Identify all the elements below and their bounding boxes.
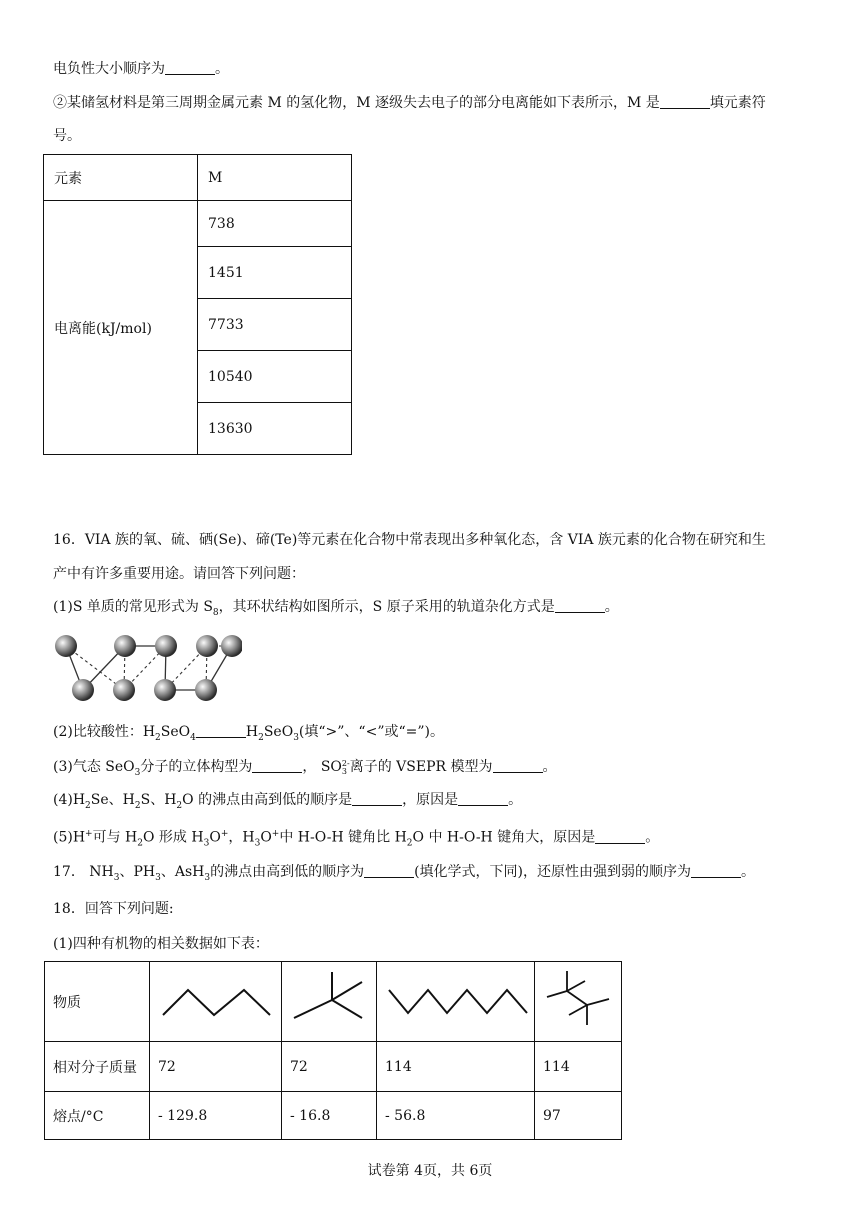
table-cell: 13630 bbox=[198, 403, 352, 455]
answer-blank[interactable] bbox=[196, 723, 246, 738]
answer-blank[interactable] bbox=[364, 863, 414, 878]
answer-blank[interactable] bbox=[458, 791, 508, 806]
text-line: $(4)H_2Se$、$H_2S$、$H_2O$ 的沸点由高到低的顺序是 ，原因是 。 bbox=[53, 792, 523, 811]
table-cell: 114 bbox=[377, 1042, 535, 1092]
row-label: 相对分子质量 bbox=[45, 1042, 150, 1092]
text-line: 号。 bbox=[53, 128, 81, 144]
answer-blank[interactable] bbox=[660, 94, 710, 109]
answer-blank[interactable] bbox=[493, 758, 543, 773]
structure-cell bbox=[150, 962, 282, 1042]
answer-blank[interactable] bbox=[352, 791, 402, 806]
table-cell: 10540 bbox=[198, 351, 352, 403]
text-line: (5)H+可与 $H_2O$ 形成 $H_3O^+$，$H_3O^+$中 H-O-H 键角比 $H_2O$ 中 H-O-H 键角大，原因是 。 bbox=[53, 829, 660, 849]
table-cell: 72 bbox=[282, 1042, 377, 1092]
answer-blank[interactable] bbox=[555, 598, 605, 613]
text-line: ②某储氢材料是第三周期金属元素 M 的氢化物，M 逐级失去电子的部分电离能如下表所示，M 是 填元素符 bbox=[53, 95, 766, 111]
text-line: (3)气态 SeO$_3$分子的立体构型为 ， SO 2- 3 离子的 VSEPR 模型为 。 bbox=[53, 759, 557, 778]
text-line: 18．回答下列问题: bbox=[53, 901, 174, 917]
tetramethylbutane-structure bbox=[543, 967, 615, 1033]
text-line: 电负性大小顺序为 。 bbox=[53, 61, 229, 77]
answer-blank[interactable] bbox=[165, 60, 215, 75]
table-cell: - 129.8 bbox=[150, 1092, 282, 1140]
row-label: 熔点/°C bbox=[45, 1092, 150, 1140]
row-label: 物质 bbox=[45, 962, 150, 1042]
neopentane-structure bbox=[290, 970, 370, 1030]
s8-ring-figure bbox=[52, 628, 242, 708]
pentane-structure bbox=[158, 980, 273, 1020]
table-cell: 72 bbox=[150, 1042, 282, 1092]
table-cell: 97 bbox=[535, 1092, 622, 1140]
table-header-value: M bbox=[198, 155, 352, 201]
table-cell: - 16.8 bbox=[282, 1092, 377, 1140]
organic-compounds-table bbox=[44, 961, 622, 1140]
text-line: 产中有许多重要用途。请回答下列问题： bbox=[53, 566, 305, 582]
structure-cell bbox=[535, 962, 622, 1042]
table-header-label: 元素 bbox=[44, 155, 198, 201]
answer-blank[interactable] bbox=[595, 829, 645, 844]
text-line: (2)比较酸性：$H_2SeO_4$ $H_2SeO_3$(填“>”、“<”或“=”)。 bbox=[53, 724, 444, 743]
text-line: (1)S 单质的常见形式为 $S_8$，其环状结构如图所示，S 原子采用的轨道杂化方式是 。 bbox=[53, 599, 619, 618]
structure-cell bbox=[282, 962, 377, 1042]
row-label: 电离能(kJ/mol) bbox=[44, 201, 198, 455]
text-line: (1)四种有机物的相关数据如下表： bbox=[53, 936, 269, 952]
table-cell: 114 bbox=[535, 1042, 622, 1092]
table-cell: - 56.8 bbox=[377, 1092, 535, 1140]
table-cell: 1451 bbox=[198, 247, 352, 299]
answer-blank[interactable] bbox=[252, 758, 302, 773]
table-cell: 738 bbox=[198, 201, 352, 247]
text-line: 16．VIA 族的氧、硫、硒(Se)、碲(Te)等元素在化合物中常表现出多种氧化态，含 VIA 族元素的化合物在研究和生 bbox=[53, 532, 766, 548]
structure-cell bbox=[377, 962, 535, 1042]
page-footer: 试卷第 4页，共 6页 bbox=[367, 1163, 493, 1179]
ionization-energy-table bbox=[43, 154, 352, 455]
text-line: 17． $NH_3$、$PH_3$、AsH$_3$的沸点由高到低的顺序为 (填化学式，下同)，还原性由强到弱的顺序为 。 bbox=[53, 864, 756, 883]
table-cell: 7733 bbox=[198, 299, 352, 351]
octane-structure bbox=[385, 980, 530, 1020]
answer-blank[interactable] bbox=[691, 863, 741, 878]
sulfur-atoms bbox=[55, 635, 242, 701]
